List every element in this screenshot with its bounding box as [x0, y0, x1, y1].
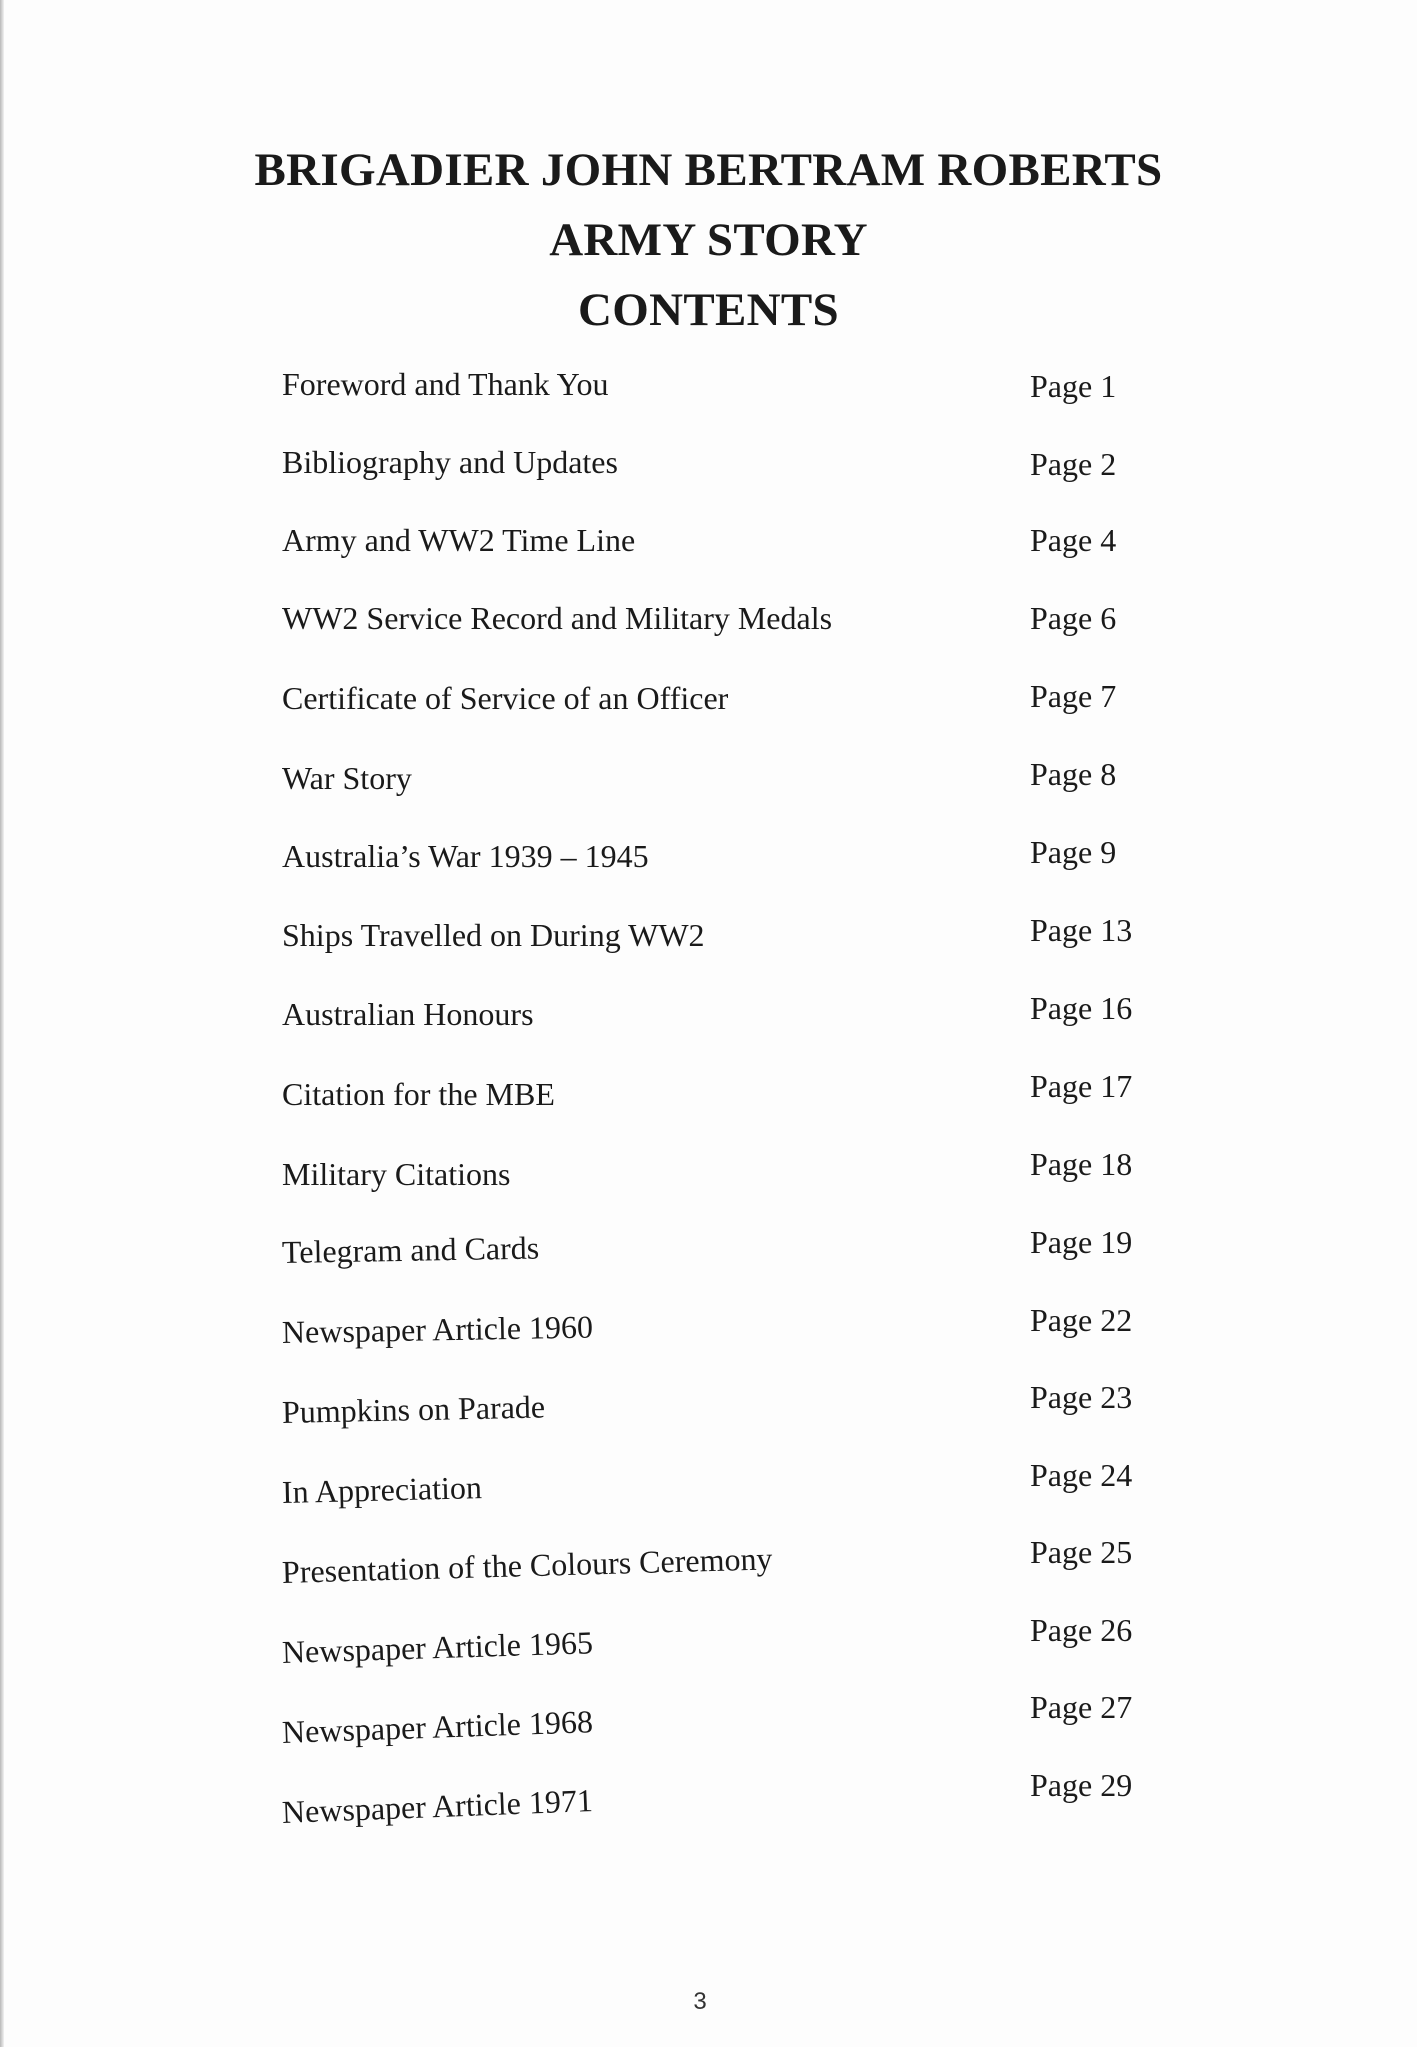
toc-entry-page: Page 25: [1030, 1534, 1133, 1570]
toc-entry: [0, 834, 1417, 894]
toc-entry-title: Australian Honours: [282, 996, 534, 1032]
toc-entry-page: Page 17: [1030, 1068, 1133, 1104]
toc-entry-title: Newspaper Article 1965: [281, 1624, 594, 1670]
toc-entry-page: Page 22: [1030, 1302, 1133, 1338]
document-subtitle: ARMY STORY: [549, 214, 868, 266]
toc-entry-page: Page 8: [1030, 756, 1117, 792]
toc-entry: [0, 1224, 1417, 1284]
toc-entry-page: Page 16: [1030, 990, 1133, 1026]
toc-entry-title: Ships Travelled on During WW2: [282, 917, 705, 953]
toc-entry-page: Page 29: [1030, 1767, 1133, 1803]
toc-entry: [0, 990, 1417, 1050]
toc-entry: [0, 1068, 1417, 1128]
toc-entry: [0, 1614, 1417, 1674]
toc-entry: [0, 1767, 1417, 1830]
toc-entry: [0, 1536, 1417, 1596]
toc-entry-title: Certificate of Service of an Officer: [282, 680, 729, 716]
toc-entry-title: Army and WW2 Time Line: [282, 522, 636, 558]
toc-entry-title: Newspaper Article 1960: [281, 1308, 594, 1350]
toc-entry-title: Citation for the MBE: [282, 1076, 555, 1112]
contents-heading: CONTENTS: [578, 284, 839, 336]
toc-entry: [0, 366, 1417, 426]
toc-entry-page: Page 24: [1030, 1457, 1133, 1493]
toc-entry: [0, 756, 1417, 816]
toc-entry-page: Page 13: [1030, 912, 1133, 948]
toc-entry: [0, 1689, 1417, 1752]
toc-entry-page: Page 4: [1030, 522, 1117, 558]
page-number: 3: [693, 1988, 707, 2015]
toc-entry: [0, 444, 1417, 504]
toc-entry-title: Pumpkins on Parade: [281, 1388, 546, 1430]
toc-entry-title: Newspaper Article 1971: [281, 1782, 594, 1830]
toc-entry: [0, 912, 1417, 972]
toc-entry-page: Page 27: [1030, 1689, 1133, 1725]
toc-entry: [0, 522, 1417, 582]
toc-entry-page: Page 6: [1030, 600, 1117, 636]
toc-entry: [0, 1380, 1417, 1440]
toc-entry-title: Newspaper Article 1968: [281, 1703, 594, 1750]
toc-entry-title: Military Citations: [282, 1156, 511, 1192]
toc-entry-title: War Story: [282, 760, 412, 796]
toc-entry: [0, 1146, 1417, 1206]
toc-entry-title: Telegram and Cards: [281, 1229, 540, 1270]
toc-entry-page: Page 18: [1030, 1146, 1133, 1182]
toc-entry: [0, 1458, 1417, 1518]
toc-entry-page: Page 1: [1030, 368, 1117, 404]
document-title: BRIGADIER JOHN BERTRAM ROBERTS: [254, 144, 1163, 196]
toc-entry-title: Presentation of the Colours Ceremony: [281, 1540, 773, 1590]
toc-entry-page: Page 19: [1030, 1224, 1133, 1260]
toc-entry-page: Page 23: [1030, 1379, 1133, 1415]
toc-entry: [0, 600, 1417, 660]
toc-entry-page: Page 2: [1030, 446, 1117, 482]
toc-entry-title: Bibliography and Updates: [282, 444, 618, 480]
toc-entry-page: Page 26: [1030, 1612, 1133, 1648]
toc-entry-title: Foreword and Thank You: [282, 366, 609, 402]
toc-entry-title: Australia’s War 1939 – 1945: [282, 838, 649, 874]
toc-entry: [0, 1302, 1417, 1362]
toc-entry: [0, 678, 1417, 738]
toc-entry-page: Page 7: [1030, 678, 1117, 714]
toc-entry-title: WW2 Service Record and Military Medals: [282, 600, 833, 636]
toc-entry-title: In Appreciation: [281, 1469, 483, 1510]
toc-entry-page: Page 9: [1030, 834, 1117, 870]
